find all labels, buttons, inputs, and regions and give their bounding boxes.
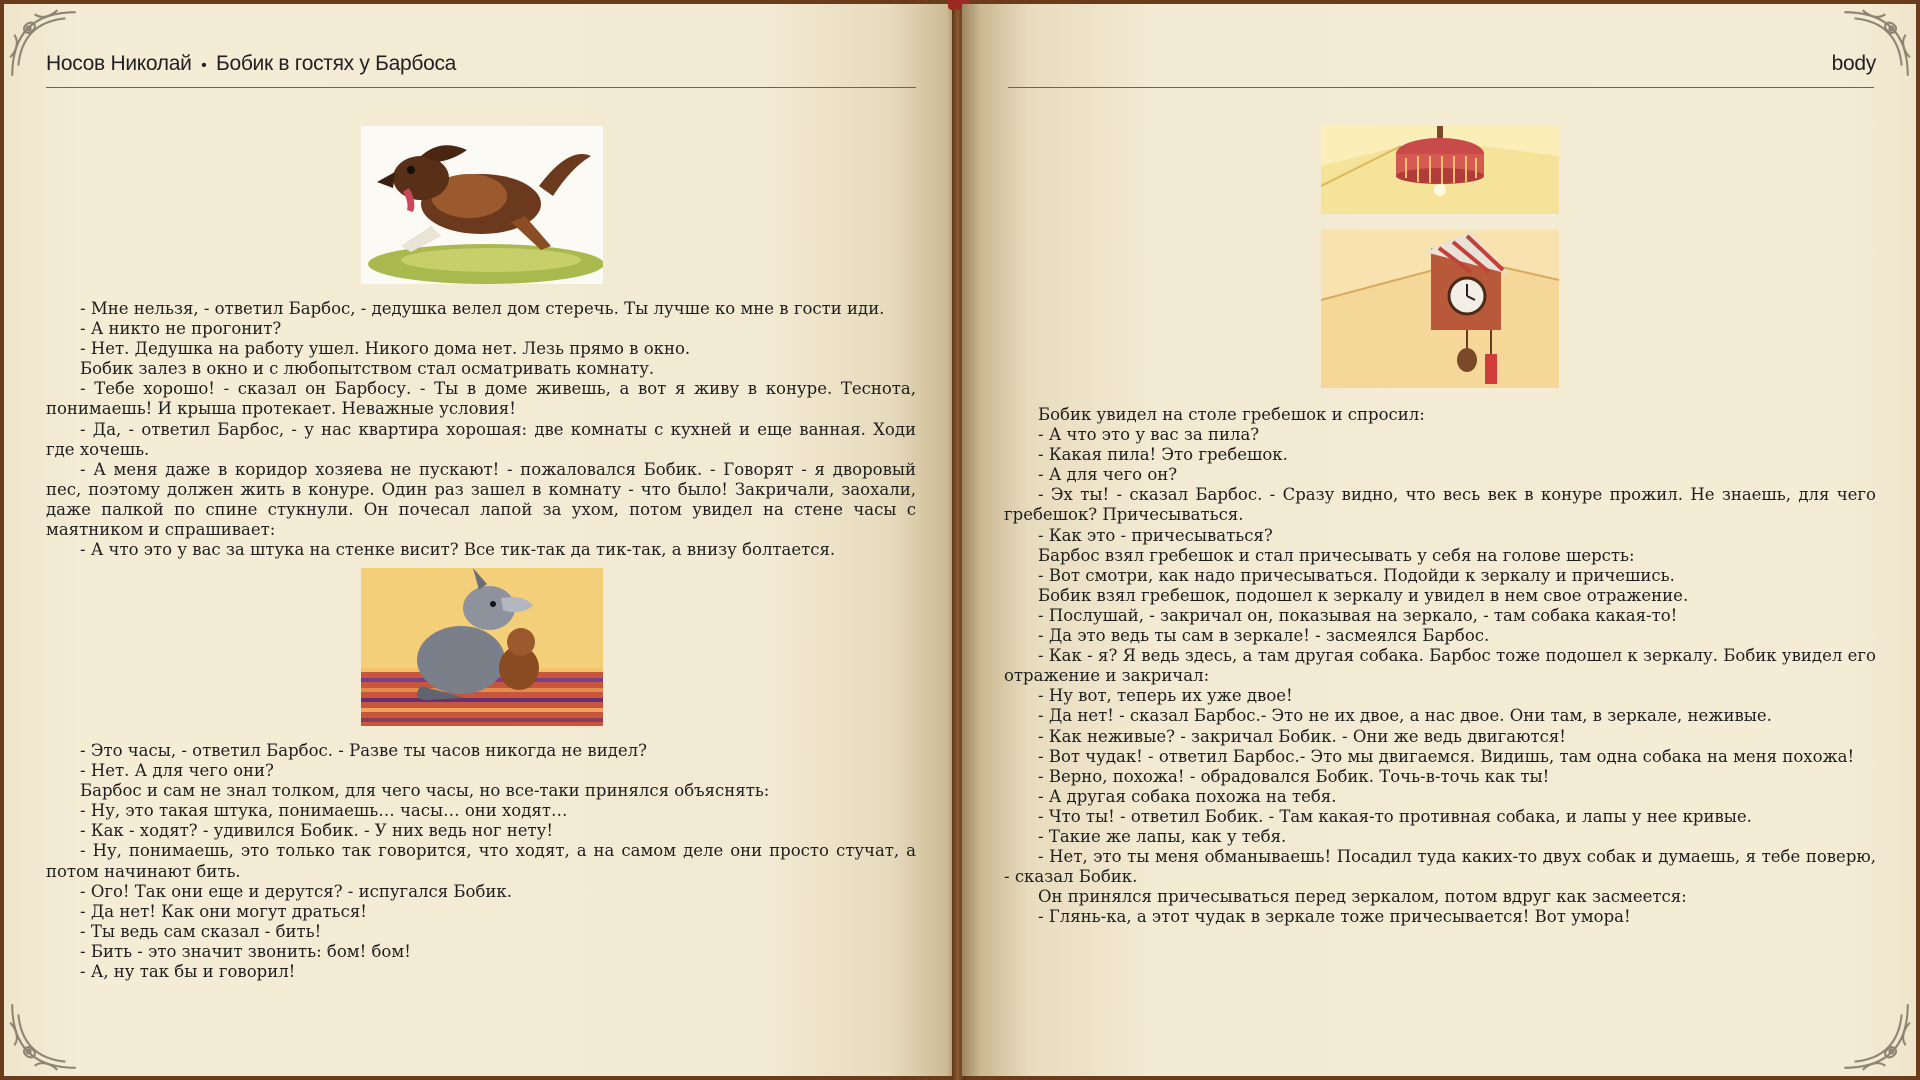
paragraph: - Бить - это значит звонить: бом! бом! [80,941,411,961]
paragraph: - Ну вот, теперь их уже двое! [1038,686,1293,706]
paragraph: - Нет, это ты меня обманываешь! Посадил туда каких-то двух собак и думаешь, я тебе поверю, - сказал Бобик. [1004,847,1876,887]
paragraph: - А, ну так бы и говорил! [80,962,296,982]
paragraph: Бобик увидел на столе гребешок и спросил: [1038,405,1425,424]
left-text-block-1 [46,299,916,560]
paragraph: - Да нет! Как они могут драться! [80,901,367,921]
paragraph: - Да нет! - сказал Барбос.- Это не их двое, а нас двое. Они там, в зеркале, неживые. [1038,706,1772,726]
left-text-block-2 [46,741,916,982]
book-title: Бобик в гостях у Барбоса [215,52,457,75]
right-text-block-1 [1004,405,1876,927]
ceiling-lamp-illustration [1321,126,1559,214]
paragraph: - А что это у вас за штука на стенке висит? Все тик-так да тик-так, а внизу болтается. [80,540,836,560]
paragraph: - Послушай, - закричал он, показывая на зеркало, - там собака какая-то! [1038,605,1678,625]
paragraph: - Нет. Дедушка на работу ушел. Никого дома нет. Лезь прямо в окно. [80,339,691,359]
paragraph: - Мне нельзя, - ответил Барбос, - дедушка велел дом стеречь. Ты лучше ко мне в гости иди. [80,299,885,318]
paragraph: - Ты ведь сам сказал - бить! [80,921,322,941]
paragraph: - Вот чудак! - ответил Барбос.- Это мы двигаемся. Видишь, там одна собака на меня похожа! [1038,746,1855,766]
paragraph: - Тебе хорошо! - сказал он Барбосу. - Ты в доме живешь, а вот я живу в конуре. Теснота, понимаешь! И крыша протекает. Неважные условия! [46,379,916,419]
paragraph: Бобик залез в окно и с любопытством стал осматривать комнату. [80,359,655,379]
paragraph: - Как - ходят? - удивился Бобик. - У них ведь ног нету! [80,821,553,841]
book-header [46,52,456,76]
paragraph: - Нет. А для чего они? [80,761,274,781]
section-label: body [1831,52,1876,75]
paragraph: - А для чего он? [1038,465,1178,485]
left-page[interactable] [4,4,956,1076]
paragraph: - А что это у вас за пила? [1038,425,1260,445]
paragraph: Бобик взял гребешок, подошел к зеркалу и увидел в нем свое отражение. [1038,585,1689,605]
paragraph: - Такие же лапы, как у тебя. [1038,826,1287,846]
cuckoo-clock-illustration [1321,230,1559,388]
ornament-corner-bottom-right-icon [1834,994,1916,1076]
paragraph: - Вот смотри, как надо причесываться. Подойди к зеркалу и причешись. [1038,565,1675,585]
paragraph: - А другая собака похожа на тебя. [1038,786,1337,806]
paragraph: - Верно, похожа! - обрадовался Бобик. Точь-в-точь как ты! [1038,766,1550,786]
paragraph: Барбос взял гребешок и стал причесывать у себя на голове шерсть: [1038,545,1635,565]
paragraph: - Ну, понимаешь, это только так говорится, что ходят, а на самом деле они просто стучат, а потом начинают бить. [46,841,916,881]
paragraph: - Глянь-ка, а этот чудак в зеркале тоже причесывается! Вот умора! [1038,907,1631,927]
header-separator: • [201,57,207,74]
paragraph: Барбос и сам не знал толком, для чего часы, но все-таки принялся объяснять: [80,781,770,801]
paragraph: - Да это ведь ты сам в зеркале! - засмеялся Барбос. [1038,626,1490,646]
paragraph: - Какая пила! Это гребешок. [1038,445,1288,465]
paragraph: - Ну, это такая штука, понимаешь… часы… они ходят… [80,801,568,821]
running-dog-illustration [361,126,603,284]
paragraph: - Что ты! - ответил Бобик. - Там какая-то противная собака, и лапы у нее кривые. [1038,806,1752,826]
paragraph: - Как это - причесываться? [1038,525,1273,545]
paragraph: - Как неживые? - закричал Бобик. - Они же ведь двигаются! [1038,726,1566,746]
paragraph: - Эх ты! - сказал Барбос. - Сразу видно, что весь век в конуре прожил. Не знаешь, для чего гребешок? Причесываться. [1004,485,1876,525]
header-divider [1008,87,1874,88]
paragraph: Он принялся причесываться перед зеркалом, потом вдруг как засмеется: [1038,887,1687,907]
dogs-on-rug-illustration [361,568,603,726]
paragraph: - А меня даже в коридор хозяева не пускают! - пожаловался Бобик. - Говорят - я дворовый пес, поэтому должен жить в конуре. Один раз зашел в комнату - что было! Закричали, заохали, даже палкой по спине стукнули. Он почесал лапой за ухом, потом увидел на стене часы с маятником и спрашивает: [46,459,916,540]
paragraph: - Да, - ответил Барбос, - у нас квартира хорошая: две комнаты с кухней и еще ванная. Ходи где хочешь. [46,419,916,459]
paragraph: - Это часы, - ответил Барбос. - Разве ты часов никогда не видел? [80,741,647,760]
right-page[interactable] [962,4,1916,1076]
author-name: Носов Николай [46,52,192,75]
paragraph: - А никто не прогонит? [80,319,282,339]
ornament-corner-bottom-left-icon [4,994,86,1076]
paragraph: - Как - я? Я ведь здесь, а там другая собака. Барбос тоже подошел к зеркалу. Бобик увидел его отражение и закричал: [1004,646,1876,686]
paragraph: - Ого! Так они еще и дерутся? - испугался Бобик. [80,881,512,901]
header-divider [46,87,916,88]
